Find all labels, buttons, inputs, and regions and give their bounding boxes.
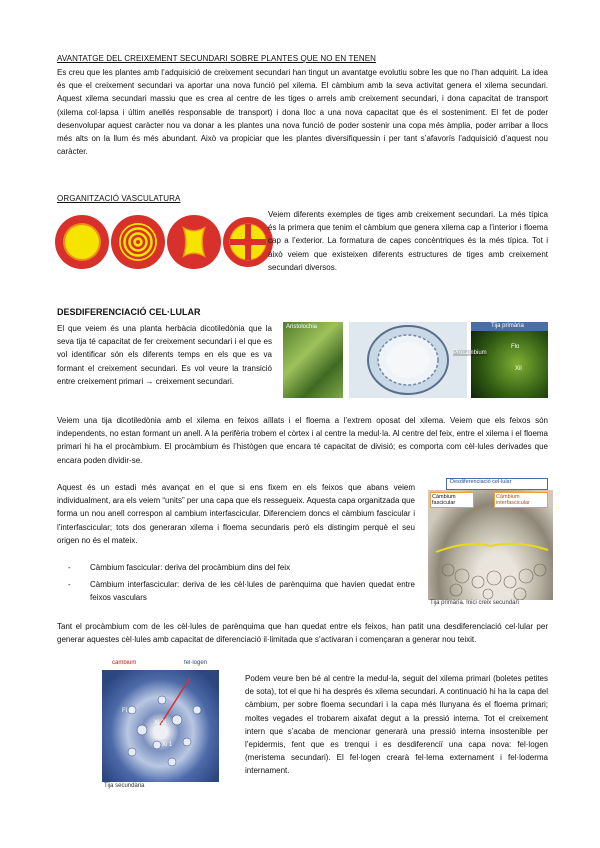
cambium-label: càmbium	[112, 660, 137, 666]
aristolochia-plant-photo	[283, 322, 343, 398]
secondary-stem-drawing	[102, 670, 219, 782]
aristolochia-label: Aristolochia	[286, 324, 318, 330]
stem-diagram-cross	[223, 217, 273, 267]
fellogen-label: fel·logen	[184, 660, 208, 666]
section3-paragraph-1: El que veiem és una planta herbàcia dicotiledònia que la seva tija té capacitat de fer creixement secundari i el que es vol identificar són els diferents temps en els que es va formant el creixement secundari. Es vol veure la transició entre creixement primari → creixement secundari.	[57, 324, 272, 386]
dedifferentiation-title: Desdiferenciació cel·lular	[450, 479, 512, 485]
xil-label: Xil	[515, 366, 522, 372]
stem-diagram-lobed	[167, 215, 221, 269]
section1-paragraph: Es creu que les plantes amb l’adquisició de creixement secundari han tingut un avantatge evolutiu sobre les que no l’han adquirit. La idea és que el creixement secundari va aportar una nova funció pel xilema. El càmbium amb la seva activitat genera el xilema secundari. Aquest xilema secundari massiu que es crea al centre de les tiges o arrels amb creixement secundari, i dona capacitat de transport (xilema col·lapsa i últim anellés responsable de transport) i dona lloc a una nova capacitat que és el sosteniment. El fet de poder desenvolupar aquest caràcter nou va donar a les plantes una nova funció de poder sostenir una copa més àmplia, poder arribar a llocs més alts on la llum és més abundant. Això va propiciar que les plantes diversifiquessin i per tant s’afavorís l’adquisició d’aquest nou caràcter.	[57, 68, 548, 157]
xi1-label: Xi 1	[162, 742, 173, 748]
stem-diagram-concentric	[55, 215, 109, 269]
vasculature-diagrams	[52, 212, 274, 272]
fl2-label: Fl 2i	[122, 708, 134, 714]
section2-title: ORGANITZACIÓ VASCULATURA	[57, 194, 181, 203]
stem-diagram-rings	[111, 215, 165, 269]
cambium-fascicular-label: Càmbium fascicular	[430, 492, 474, 508]
dedifferentiation-figure	[428, 478, 553, 608]
procambium-label: Procàmbium	[453, 350, 487, 356]
section2-paragraph: Veiem diferents exemples de tiges amb creixement secundari. La més típica és la primera que tenim el càmbium que genera xilema cap a l’interior i floema cap a l’exterior. La formatura de capes concèntriques és la més típica. Tot i això veiem que existeixen diferents estructures de tiges amb creixement secundari diversos.	[268, 210, 548, 272]
tija-primaria-label: Tija primària	[491, 323, 524, 329]
bullet-list	[68, 561, 418, 605]
secondary-stem-figure	[102, 660, 219, 792]
bullet-item: - Càmbium fascicular: deriva del procàmbium dins del feix	[68, 563, 291, 572]
section1-title: AVANTATGE DEL CREIXEMENT SECUNDARI SOBRE PLANTES QUE NO EN TENEN	[57, 54, 377, 63]
dedifferentiation-caption: Tija primària. Inici creix secundari	[430, 600, 519, 606]
stem-section-drawing	[349, 322, 467, 398]
section3-paragraph-3: Aquest és un estadi més avançat en el que si ens fixem en els feixos que abans veiem individualment, ara els veiem “units” per una capa que els ressegueix. Aquesta capa organitzada que forma un nou anell correspon al cambium interfascicular. Diferenciem doncs el càmbium fascicular i l’interfascicular; tots dos generaran xilema i floema secundaris però els distingim perquè el seu origen no és el mateix.	[57, 483, 415, 545]
section3-paragraph-5: Podem veure ben bé al centre la medul·la, seguit del xilema primari (boletes petites de sota), tot el que hi ha després és xilema secundari. A continuació hi ha la capa del càmbium, per sobre floema secundari i la capa més llunyana és el floema primari; moltes vegades el trobarem aixafat degut a la pressió interna. Tot el creixement intern que s’acaba de mencionar generarà una pressió interna insostenible per l’epidermis, fent que es trenqui i es desdiferenciï una capa nova: fel·logen (meristema secundari). El fel·logen crearà fel·lema externament i fel·loderma internament.	[245, 674, 548, 776]
cambium-interfascicular-label: Càmbium interfascicular	[494, 492, 548, 508]
bullet-item: - Càmbium interfascicular: deriva de les cèl·lules de parènquima que havien quedat entre feixos vasculars	[68, 580, 415, 603]
secondary-stem-caption: Tija secundària	[104, 783, 145, 789]
primary-stem-photo	[471, 330, 548, 398]
section3-title: DESDIFERENCIACIÓ CEL·LULAR	[57, 307, 201, 317]
section3-paragraph-2: Veiem una tija dicotiledònia amb el xilema en feixos aïllats i el floema a l’extrem oposat del xilema. Veiem que els feixos són independents, no estan formant un anell. A la perifèria trobem el còrtex i al centre la medul·la. Al centre del feix, entre el xilema i el floema primari hi ha el procàmbium. El procàmbium és l’histògen que encara té capacitat de divisió; es comporta com cèl·lules derivades que encara poden dividir-se.	[57, 416, 548, 465]
xi2-label: Xi 2i	[154, 720, 166, 726]
flo-label: Flo	[511, 344, 520, 350]
section3-paragraph-4: Tant el procàmbium com de les cèl·lules de parènquima que han quedat entre els feixos, han patit una desdiferenciació cel·lular per generar aquestes cèl·lules amb capacitat de diferenciació il·limitada que s’activaran i començaran a generar nou teixit.	[57, 622, 548, 645]
aristolochia-figure	[283, 322, 548, 398]
